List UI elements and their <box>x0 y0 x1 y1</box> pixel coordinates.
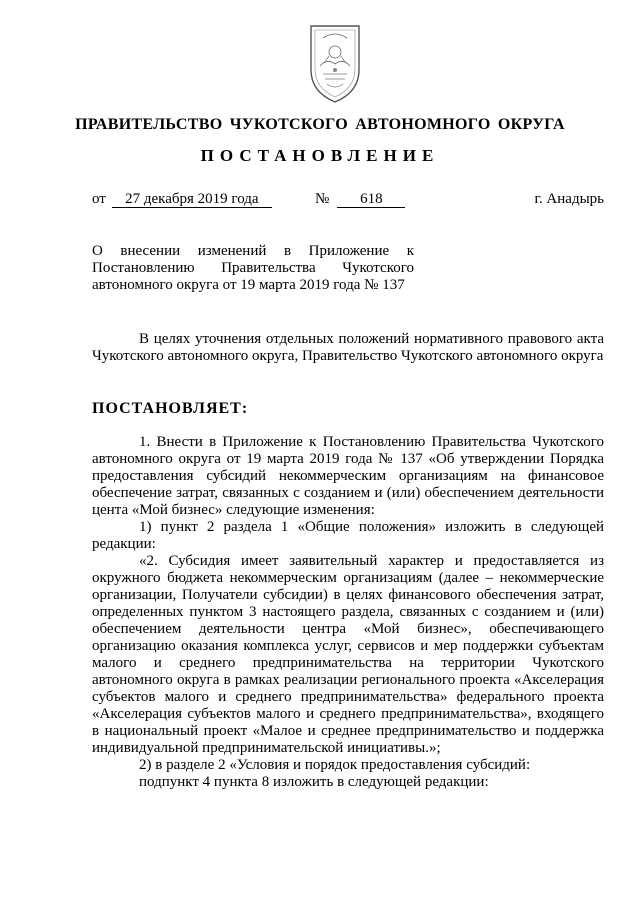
resolves-heading: ПОСТАНОВЛЯЕТ: <box>92 400 249 417</box>
document-number <box>315 190 405 208</box>
subject-line: автономного округа от 19 марта 2019 года № 137 <box>92 277 405 293</box>
subject-line: Постановлению Правительства Чукотского <box>92 260 414 276</box>
document-date <box>92 190 272 208</box>
subject-line: О внесении изменений в Приложение к <box>92 243 414 259</box>
document-subject <box>92 243 414 294</box>
body-paragraph: 1. Внести в Приложение к Постановлению Правительства Чукотского автономного округа от 19 марта 2019 года № 137 «Об утверждении Порядка предоставления субсидий некоммерческим организациям на финансовое обеспечение затрат, связанных с созданием и (или) обеспечением деятельности цента «Мой бизнес» следующие изменения: <box>92 434 604 518</box>
body-paragraph: «2. Субсидия имеет заявительный характер и предоставляется из окружного бюджета некоммерческим организациям (далее – некоммерческие организации, Получатели субсидии) в целях финансового обеспечения затрат, определенных пунктом 3 настоящего раздела, связанных с созданием и (или) обеспечением деятельности центра «Мой бизнес», обеспечивающего организацию оказания комплекса услуг, сервисов и мер поддержки субъектам малого и среднего предпринимательства на территории Чукотского автономного округа в рамках реализации регионального проекта «Акселерация субъектов малого и среднего предпринимательства» федерального проекта «Акселерация субъектов малого и среднего предпринимательства», входящего в национальный проект «Малое и среднее предпринимательство и поддержка индивидуальной предпринимательской инициативы.»; <box>92 553 604 756</box>
number-value: 618 <box>337 191 405 208</box>
coat-of-arms-icon <box>305 22 365 106</box>
document-city: г. Анадырь <box>534 191 604 207</box>
preamble <box>92 331 604 365</box>
body-paragraph: 1) пункт 2 раздела 1 «Общие положения» изложить в следующей редакции: <box>92 519 604 552</box>
body-paragraph: 2) в разделе 2 «Условия и порядок предоставления субсидий: <box>139 757 531 773</box>
date-value: 27 декабря 2019 года <box>112 191 272 208</box>
preamble-text: В целях уточнения отдельных положений нормативного правового акта Чукотского автономного округа, Правительство Чукотского автономного округа <box>92 331 604 364</box>
document-body <box>92 434 604 791</box>
number-prefix: № <box>315 191 330 207</box>
government-title: ПРАВИТЕЛЬСТВО ЧУКОТСКОГО АВТОНОМНОГО ОКРУГА <box>75 116 565 133</box>
body-paragraph: подпункт 4 пункта 8 изложить в следующей редакции: <box>139 774 489 790</box>
document-type: ПОСТАНОВЛЕНИЕ <box>200 146 440 165</box>
date-prefix: от <box>92 191 106 207</box>
